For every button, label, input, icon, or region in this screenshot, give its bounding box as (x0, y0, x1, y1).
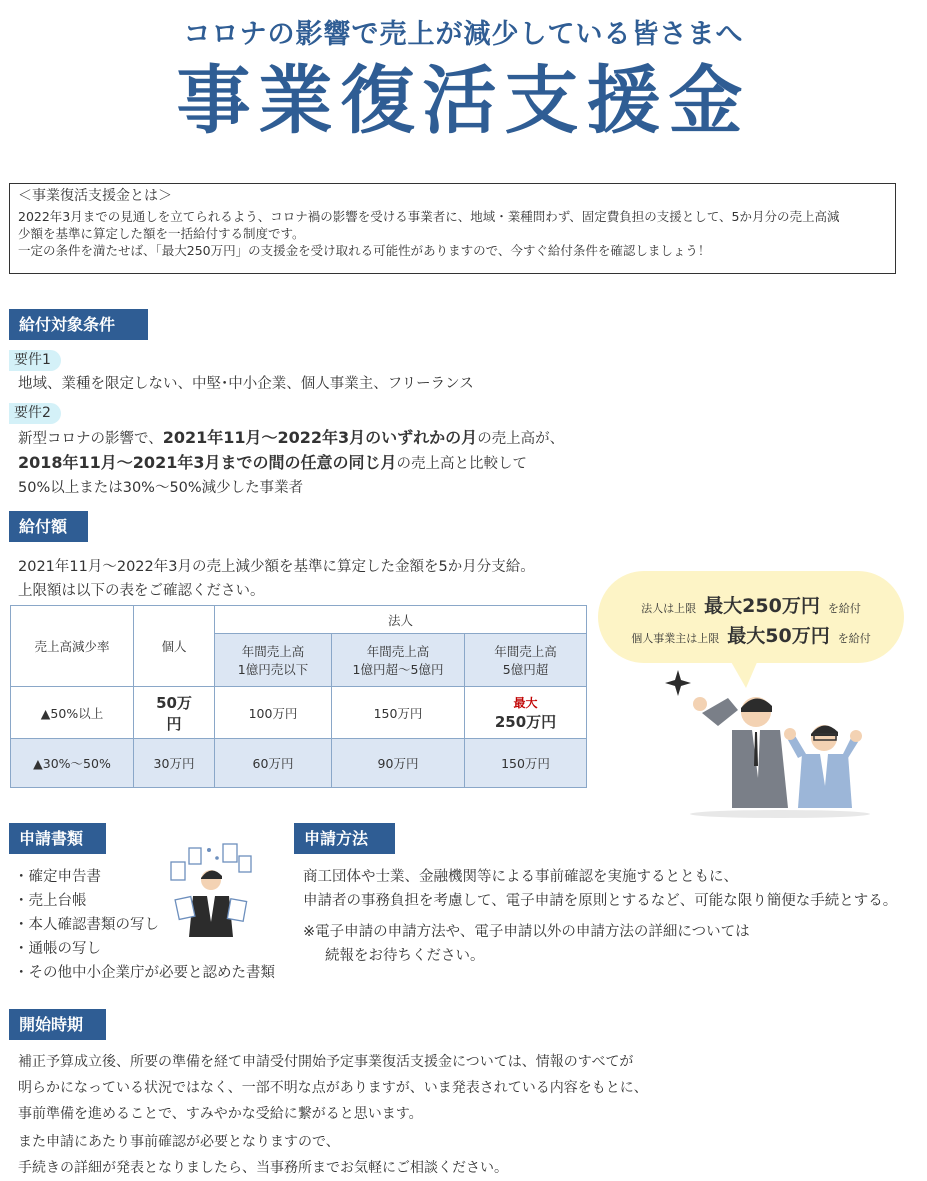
table-cell: 150万円 (465, 739, 587, 788)
intro-line: 2022年3月までの見通しを立てられるよう、コロナ禍の影響を受ける事業者に、地域・業種問わず、固定費負担の支援として、5か月分の売上高減 (18, 209, 840, 224)
bubble-text: を給付 (837, 632, 871, 645)
table-cell: 150万円 (332, 687, 465, 739)
page-title: 事業復活支援金 (176, 58, 751, 144)
tier-label: 年間売上高 (241, 644, 305, 659)
requirement-2-label: 要件2 (9, 403, 61, 424)
section-heading-amount: 給付額 (9, 511, 88, 542)
bubble-emphasis: 最大250万円 (704, 595, 820, 617)
section-heading-method: 申請方法 (294, 823, 395, 854)
method-line: 申請者の事務負担を考慮して、電子申請を原則とするなど、可能な限り簡便な手続とする。 (303, 893, 898, 909)
sparkle-icon (665, 670, 691, 696)
section-heading-conditions: 給付対象条件 (9, 309, 148, 340)
page-subtitle: コロナの影響で売上が減少している皆さまへ (183, 19, 744, 50)
table-header-corp-tier-2 (332, 634, 465, 687)
intro-box (9, 183, 896, 274)
table-cell: 100万円 (215, 687, 332, 739)
list-item: ・本人確認書類の写し (14, 917, 159, 933)
paragraph-line: 事前準備を進めることで、すみやかな受給に繋がると思います。 (18, 1106, 423, 1122)
start-paragraph-1 (18, 1049, 648, 1127)
bubble-text: 個人事業主は上限 (631, 632, 720, 645)
table-row (11, 687, 587, 739)
tier-label: 年間売上高 (494, 644, 557, 659)
table-cell: ▲30%～50% (11, 739, 134, 788)
table-cell: 90万円 (332, 739, 465, 788)
req2-text: の売上高が、 (477, 431, 565, 447)
paragraph-line: 補正予算成立後、所要の準備を経て申請受付開始予定事業復活支援金については、情報のすべてが (18, 1054, 634, 1070)
section-heading-start: 開始時期 (9, 1009, 106, 1040)
bubble-line-corporation (598, 591, 904, 618)
max-amount-bubble (598, 571, 904, 663)
tier-range: 5億円超 (502, 662, 549, 677)
section-heading-documents: 申請書類 (9, 823, 106, 854)
cell-unit: 円 (166, 714, 182, 733)
list-item: ・その他中小企業庁が必要と認めた書類 (14, 965, 275, 981)
bubble-text: を給付 (827, 602, 861, 615)
list-item: ・売上台帳 (14, 893, 87, 909)
paragraph-line: また申請にあたり事前確認が必要となりますので、 (18, 1134, 340, 1150)
requirement-2-text (18, 426, 564, 500)
paragraph-line: 手続きの詳細が発表となりましたら、当事務所までお気軽にご相談ください。 (18, 1160, 508, 1176)
cell-value: 50万 (156, 693, 192, 712)
note-line: ※電子申請の申請方法や、電子申請以外の申請方法の詳細については (303, 924, 750, 940)
amount-line: 2021年11月～2022年3月の売上減少額を基準に算定した金額を5か月分支給。 (18, 559, 535, 575)
bubble-emphasis: 最大50万円 (727, 625, 830, 647)
amount-table (10, 605, 587, 788)
amount-description (18, 555, 535, 603)
bubble-text: 法人は上限 (641, 602, 697, 615)
businessmen-illustration (660, 668, 870, 818)
documents-illustration (165, 842, 265, 937)
list-item: ・通帳の写し (14, 941, 101, 957)
paragraph-line: 明らかになっている状況ではなく、一部不明な点がありますが、いま発表されている内容をもとに、 (18, 1080, 648, 1096)
table-header-corporation: 法人 (215, 606, 587, 634)
tier-range: 1億円超～5億円 (352, 662, 444, 677)
method-note (303, 920, 750, 968)
intro-line: 少額を基準に算定した額を一括給付する制度です。 (18, 226, 305, 241)
table-row (11, 739, 587, 788)
requirement-1-label: 要件1 (9, 350, 61, 371)
table-cell (465, 687, 587, 739)
intro-line: 一定の条件を満たせば、「最大250万円」の支援金を受け取れる可能性がありますので、今すぐ給付条件を確認しましょう！ (18, 243, 711, 258)
requirement-1-text: 地域、業種を限定しない、中堅･中小企業、個人事業主、フリーランス (18, 376, 474, 392)
start-paragraph-2 (18, 1129, 508, 1181)
table-header-corp-tier-1 (215, 634, 332, 687)
req2-emphasis: 2018年11月～2021年3月までの間の任意の同じ月 (18, 453, 397, 472)
cell-value: 250万円 (494, 712, 557, 731)
tier-label: 年間売上高 (366, 644, 430, 659)
table-header-individual: 個人 (134, 606, 215, 687)
req2-text: の売上高と比較して (396, 456, 527, 472)
table-cell: 30万円 (134, 739, 215, 788)
bubble-line-individual (598, 621, 904, 648)
list-item: ・確定申告書 (14, 869, 101, 885)
note-line: 続報をお待ちください。 (325, 948, 485, 964)
max-label: 最大 (513, 695, 538, 710)
table-header-corp-tier-3 (465, 634, 587, 687)
table-cell (134, 687, 215, 739)
table-cell: ▲50%以上 (11, 687, 134, 739)
intro-heading: ＜事業復活支援金とは＞ (18, 188, 172, 204)
method-line: 商工団体や士業、金融機関等による事前確認を実施するとともに、 (303, 869, 738, 885)
req2-emphasis: 2021年11月～2022年3月のいずれかの月 (162, 428, 478, 447)
table-header-rate: 売上高減少率 (11, 606, 134, 687)
req2-text: 新型コロナの影響で、 (18, 431, 163, 447)
tier-range: 1億円売以下 (237, 662, 309, 677)
req2-text: 50%以上または30%～50%減少した事業者 (18, 480, 304, 496)
amount-line: 上限額は以下の表をご確認ください。 (18, 583, 265, 599)
method-text (303, 865, 897, 913)
table-cell: 60万円 (215, 739, 332, 788)
